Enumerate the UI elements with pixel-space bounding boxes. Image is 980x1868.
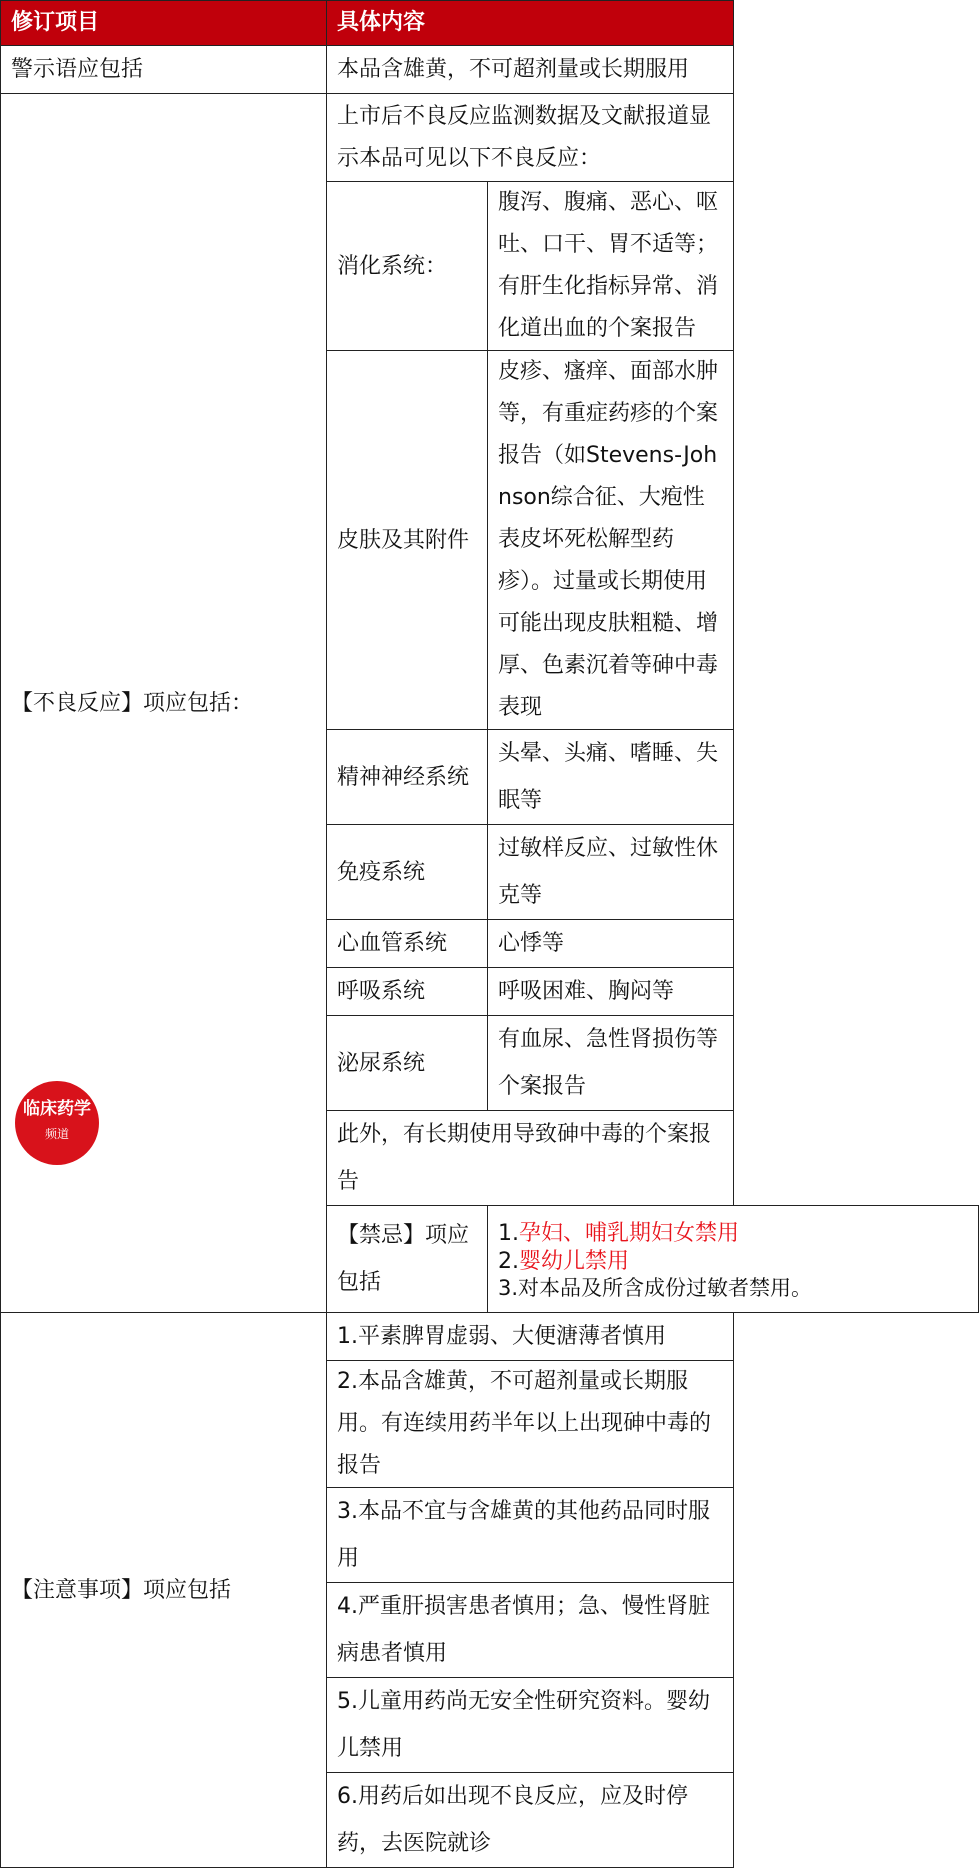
warning-content: 本品含雄黄，不可超剂量或长期服用	[327, 46, 734, 94]
item-text: 对本品及所含成份过敏者禁用。	[518, 1275, 813, 1300]
contraindications-label: 【禁忌】项应包括	[327, 1206, 488, 1313]
adverse-outro: 此外，有长期使用导致砷中毒的个案报告	[327, 1111, 734, 1206]
logo-subtitle: 频道	[44, 1127, 69, 1141]
list-item	[498, 1218, 968, 1249]
precaution-item: 1.平素脾胃虚弱、大便溏薄者慎用	[327, 1313, 734, 1361]
table-row-precaution	[1, 1313, 979, 1361]
item-number: 3.	[498, 1275, 519, 1300]
table-row-warning	[1, 46, 979, 94]
adverse-intro: 上市后不良反应监测数据及文献报道显示本品可见以下不良反应：	[327, 94, 734, 182]
item-number: 2.	[498, 1248, 519, 1274]
contraindications-content	[488, 1206, 979, 1313]
table-header-row	[1, 1, 979, 46]
precautions-label: 【注意事项】项应包括	[1, 1313, 327, 1868]
adverse-label: 【不良反应】项应包括：	[1, 94, 327, 1313]
header-revision-item: 修订项目	[1, 1, 327, 46]
item-number: 1.	[498, 1220, 519, 1246]
warning-label: 警示语应包括	[1, 46, 327, 94]
system-description: 过敏样反应、过敏性休克等	[488, 825, 734, 920]
list-item	[498, 1275, 968, 1301]
list-item	[498, 1249, 968, 1275]
system-name: 消化系统：	[327, 182, 488, 351]
item-text: 孕妇、哺乳期妇女禁用	[519, 1220, 740, 1246]
system-description: 心悸等	[488, 920, 734, 968]
table-row-adverse-intro	[1, 94, 979, 182]
precaution-item: 6.用药后如出现不良反应，应及时停药，去医院就诊	[327, 1773, 734, 1868]
precaution-item: 4.严重肝损害患者慎用；急、慢性肾脏病患者慎用	[327, 1583, 734, 1678]
system-name: 呼吸系统	[327, 968, 488, 1016]
logo-title: 临床药学	[23, 1099, 91, 1119]
system-name: 免疫系统	[327, 825, 488, 920]
system-name: 皮肤及其附件	[327, 351, 488, 730]
channel-logo	[15, 1081, 99, 1165]
system-name: 心血管系统	[327, 920, 488, 968]
system-name: 精神神经系统	[327, 730, 488, 825]
item-text: 婴幼儿禁用	[519, 1248, 630, 1274]
system-description: 呼吸困难、胸闷等	[488, 968, 734, 1016]
system-description: 腹泻、腹痛、恶心、呕吐、口干、胃不适等；有肝生化指标异常、消化道出血的个案报告	[488, 182, 734, 351]
system-name: 泌尿系统	[327, 1016, 488, 1111]
system-description: 有血尿、急性肾损伤等个案报告	[488, 1016, 734, 1111]
system-description: 头晕、头痛、嗜睡、失眠等	[488, 730, 734, 825]
precaution-item: 3.本品不宜与含雄黄的其他药品同时服用	[327, 1488, 734, 1583]
system-description: 皮疹、瘙痒、面部水肿等，有重症药疹的个案报告（如Stevens-Johnson综合征、大疱性表皮坏死松解型药疹）。过量或长期使用可能出现皮肤粗糙、增厚、色素沉着等砷中毒表现	[488, 351, 734, 730]
precaution-item: 5.儿童用药尚无安全性研究资料。婴幼儿禁用	[327, 1678, 734, 1773]
precaution-item: 2.本品含雄黄，不可超剂量或长期服用。有连续用药半年以上出现砷中毒的报告	[327, 1361, 734, 1488]
header-specific-content: 具体内容	[327, 1, 734, 46]
